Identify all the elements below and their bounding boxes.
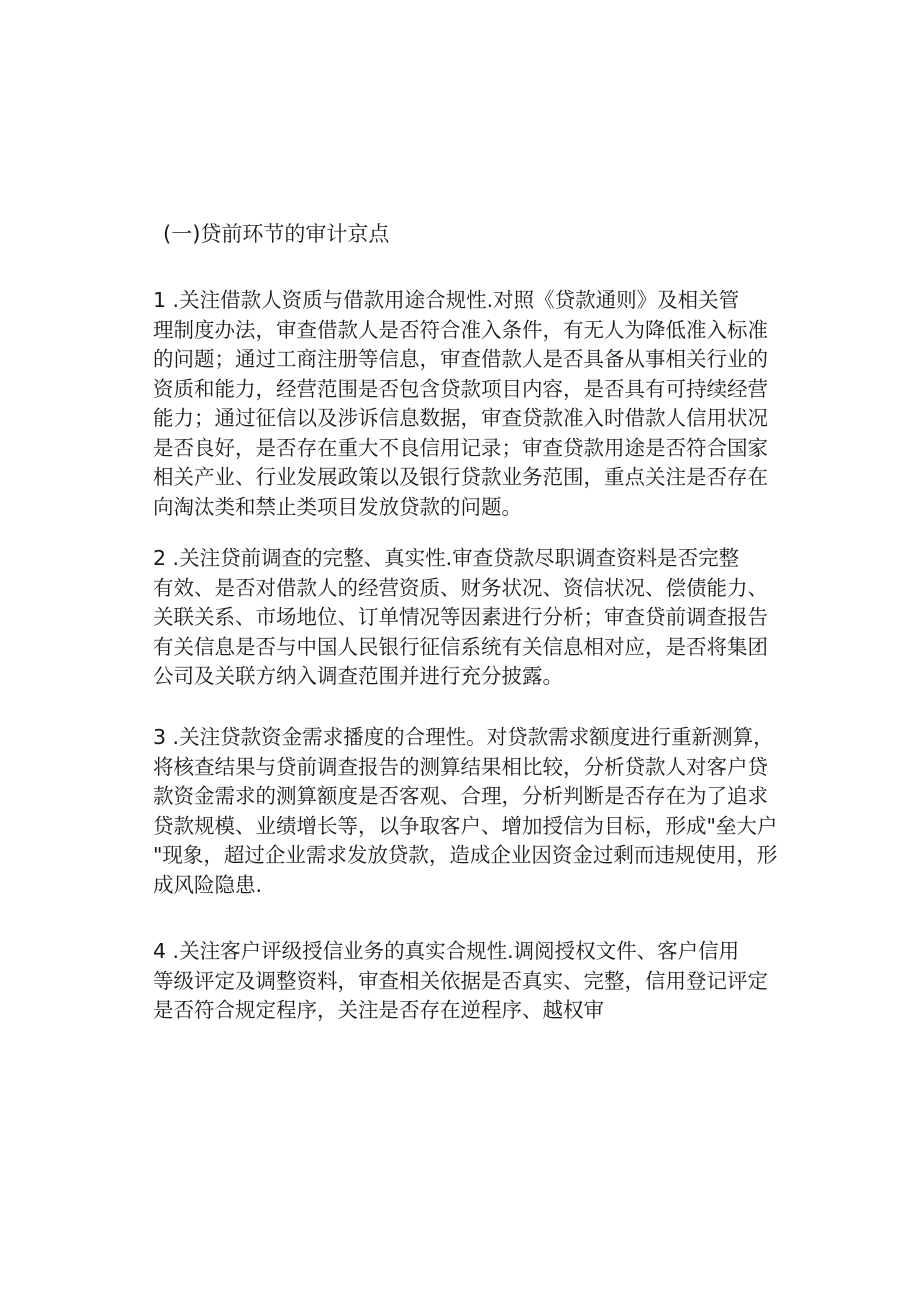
- paragraph-line: 款资金需求的测算额度是否客观、合理，分析判断是否存在为了追求: [153, 784, 768, 808]
- paragraph-line: 等级评定及调整资料，审查相关依据是否真实、完整，信用登记评定: [153, 968, 768, 993]
- paragraph-line: 是否良好，是否存在重大不良信用记录；审查贷款用途是否符合国家: [153, 435, 768, 460]
- paragraph-line: 资质和能力，经营范围是否包含贷款项目内容，是否具有可持续经营: [153, 376, 768, 401]
- paragraph-line: "现象，超过企业需求发放贷款，造成企业因资金过剩而违规使用，形: [153, 843, 778, 867]
- paragraph-line: 相关产业、行业发展政策以及银行贷款业务范围，重点关注是否存在: [153, 465, 768, 489]
- paragraph-line: 公司及关联方纳入调查范围并进行充分披露。: [153, 664, 563, 688]
- paragraph-line: 关联关系、市场地位、订单情况等因素进行分析；审查贷前调查报告: [153, 605, 768, 629]
- paragraph-line: 2 .关注贷前调查的完整、真实性.审查贷款尽职调查资料是否完整: [153, 546, 740, 570]
- paragraph-line: 3 .关注贷款资金需求播度的合理性。对贷款需求额度进行重新测算，: [153, 725, 774, 749]
- paragraph-line: 有关信息是否与中国人民银行征信系统有关信息相对应，是否将集团: [153, 634, 768, 659]
- paragraph-line: 理制度办法，审查借款人是否符合准入条件，有无人为降低准入标准: [153, 317, 768, 342]
- paragraph-line: 是否符合规定程序，关注是否存在逆程序、越权审: [153, 998, 604, 1022]
- paragraph-line: 的问题；通过工商注册等信息，审查借款人是否具备从事相关行业的: [153, 347, 768, 371]
- paragraph-line: 1 .关注借款人资质与借款用途合规性.对照《贷款通则》及相关管: [153, 288, 740, 312]
- paragraph-line: 有效、是否对借款人的经营资质、财务状况、资信状况、偿债能力、: [153, 575, 768, 600]
- paragraph-line: 向淘汰类和禁止类项目发放贷款的问题。: [153, 494, 522, 519]
- paragraph-line: 成风险隐患.: [153, 872, 263, 897]
- paragraph-line: 贷款规模、业绩增长等，以争取客户、增加授信为目标，形成"垒大户: [153, 813, 778, 838]
- paragraph-3: [153, 723, 778, 900]
- paragraph-4: [153, 937, 773, 1026]
- section-heading: (一)贷前环节的审计京点: [163, 222, 390, 246]
- paragraph-line: 将核查结果与贷前调查报告的测算结果相比较，分析贷款人对客户贷: [153, 754, 768, 779]
- paragraph-line: 4 .关注客户评级授信业务的真实合规性.调阅授权文件、客户信用: [153, 939, 740, 963]
- paragraph-line: 能力；通过征信以及涉诉信息数据，审查贷款准入时借款人信用状况: [153, 406, 768, 430]
- paragraph-1: [153, 286, 773, 522]
- paragraph-2: [153, 544, 773, 692]
